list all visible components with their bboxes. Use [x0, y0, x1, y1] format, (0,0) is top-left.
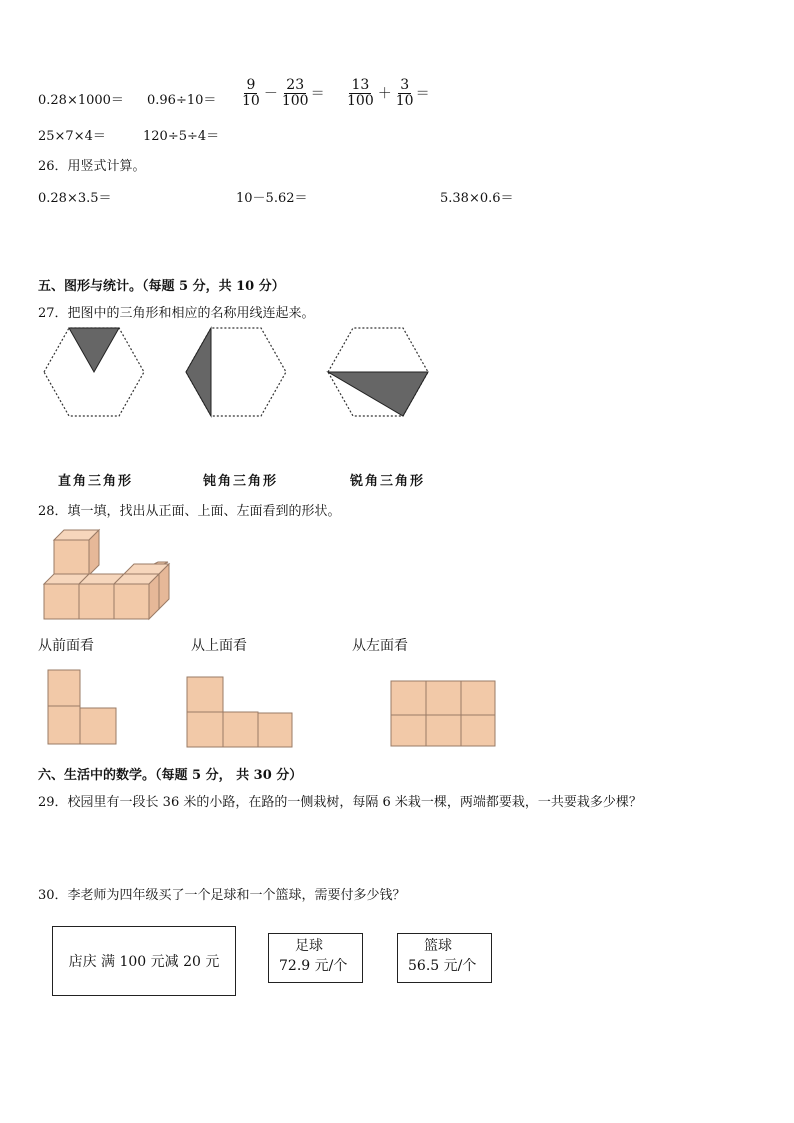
front-view-shape: [46, 668, 121, 748]
triangle-name-acute: 锐角三角形: [350, 474, 426, 489]
section-6-title: 六、生活中的数学。（每题 5 分， 共 30 分）: [38, 768, 303, 783]
vertical-calc-1: 0.28×3.5＝: [38, 191, 112, 206]
fraction: $\frac{3}{10}$: [395, 77, 414, 109]
view-label-top: 从上面看: [191, 638, 247, 654]
promo-box: [52, 926, 236, 996]
expr-2: 0.96÷10＝: [147, 93, 217, 108]
fraction: $\frac{23}{100}$: [281, 77, 309, 109]
expr-3: 25×7×4＝: [38, 129, 106, 144]
question-30: 30．李老师为四年级买了一个足球和一个篮球，需要付多少钱？: [38, 888, 406, 903]
item-box-soccer: [268, 933, 363, 983]
promo-text: 店庆 满 100 元减 20 元: [68, 954, 220, 970]
item-price: 56.5 元/个: [408, 958, 477, 974]
item-name: 足球: [295, 938, 323, 954]
hexagon-acute: [44, 328, 144, 416]
operator: －: [263, 86, 278, 103]
question-27-title: 27．把图中的三角形和相应的名称用线连起来。: [38, 306, 315, 321]
operator: ＋: [377, 86, 392, 103]
question-26-title: 26．用竖式计算。: [38, 159, 146, 174]
expr-4: 120÷5÷4＝: [143, 129, 220, 144]
fraction-expr-2: [345, 78, 430, 108]
item-price: 72.9 元/个: [279, 958, 348, 974]
hexagon-figures: [40, 325, 440, 420]
equals: ＝: [310, 86, 325, 103]
top-view-shape: [185, 675, 295, 750]
hexagon-obtuse: [328, 328, 428, 416]
left-view-shape: [389, 679, 499, 749]
hexagon-right: [186, 328, 286, 416]
item-box-basketball: [397, 933, 492, 983]
expr-1: 0.28×1000＝: [38, 93, 124, 108]
vertical-calc-3: 5.38×0.6＝: [440, 191, 514, 206]
view-label-left: 从左面看: [352, 638, 408, 654]
fraction: $\frac{13}{100}$: [347, 77, 374, 109]
fraction-expr-1: [240, 78, 325, 108]
vertical-calc-2: 10－5.62＝: [236, 191, 308, 206]
item-name: 篮球: [424, 938, 452, 954]
fraction: $\frac{9}{10}$: [242, 77, 260, 109]
section-5-title: 五、图形与统计。（每题 5 分，共 10 分）: [38, 279, 285, 294]
view-label-front: 从前面看: [38, 638, 94, 654]
question-28-title: 28．填一填，找出从正面、上面、左面看到的形状。: [38, 504, 341, 519]
question-29: 29．校园里有一段长 36 米的小路，在路的一侧栽树，每隔 6 米栽一棵，两端都要栽，一共要栽多少棵？: [38, 795, 642, 810]
triangle-name-obtuse: 钝角三角形: [203, 474, 279, 489]
equals: ＝: [415, 86, 430, 103]
triangle-name-right: 直角三角形: [58, 474, 134, 489]
cube-stack-figure: [40, 527, 175, 622]
